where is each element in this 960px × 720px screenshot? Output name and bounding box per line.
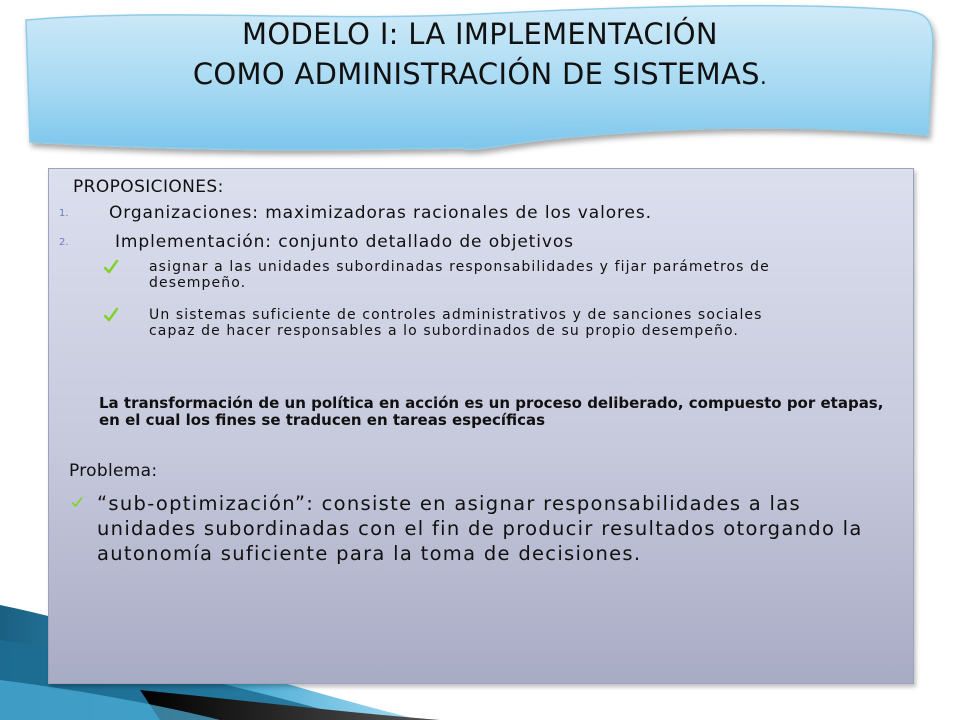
checkmark-icon	[103, 307, 119, 323]
check-text: Un sistemas suficiente de controles administrativos y de sanciones sociales capaz de hacer responsables a lo subordinados de su propio desempeño.	[149, 307, 763, 339]
checkmark-icon	[71, 496, 83, 508]
statement-text: La transformación de un política en acción es un proceso deliberado, compuesto por etapas, en el cual los fines se traducen en tareas específicas	[99, 394, 884, 429]
numbered-item	[59, 232, 574, 252]
page-title	[40, 14, 920, 98]
content-body	[49, 169, 913, 683]
numbered-item	[59, 203, 652, 223]
content-panel	[48, 168, 914, 684]
item-text: Implementación: conjunto detallado de objetivos	[115, 232, 574, 252]
problem-label: Problema:	[69, 461, 158, 481]
problem-bullet	[71, 491, 891, 566]
title-line-1: MODELO I: LA IMPLEMENTACIÓN	[242, 17, 718, 51]
item-number: 1.	[59, 207, 69, 219]
check-text: asignar a las unidades subordinadas responsabilidades y fijar parámetros de desempeño.	[149, 259, 770, 291]
item-number: 2.	[59, 236, 69, 248]
checkmark-icon	[103, 259, 119, 275]
item-text: Organizaciones: maximizadoras racionales de los valores.	[109, 203, 652, 223]
title-dot: .	[759, 65, 768, 90]
check-list-item	[103, 307, 803, 339]
section-heading: PROPOSICIONES:	[73, 177, 224, 197]
title-line-2: COMO ADMINISTRACIÓN DE SISTEMAS	[192, 57, 760, 91]
problem-bullet-text: “sub-optimización”: consiste en asignar responsabilidades a las unidades subordinadas con el fin de producir resultados otorgando la autonomía suficiente para la toma de decisiones.	[97, 492, 863, 565]
check-list-item	[103, 259, 803, 291]
